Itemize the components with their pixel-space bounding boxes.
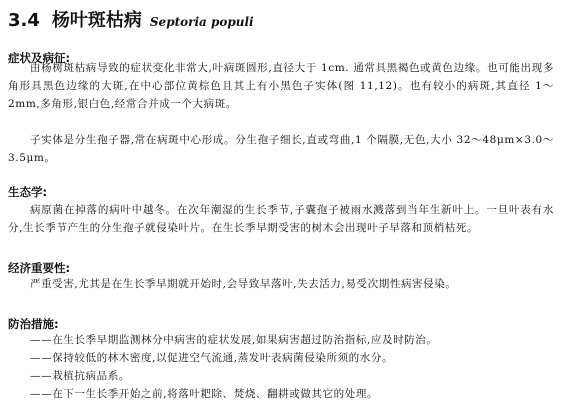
economic-importance-paragraph: 严重受害,尤其是在生长季早期就开始时,会导致早落叶,失去活力,易受次期性病害侵染。 [30, 278, 457, 290]
symptoms-paragraph-2: 子实体是分生孢子器,常在病斑中心形成。分生孢子细长,直或弯曲,1 个隔膜,无色,大小 32～48μm×3.0～3.5μm。 [8, 134, 554, 164]
control-item: ——保持较低的林木密度,以促进空气流通,蒸发叶表病菌侵染所须的水分。 [30, 352, 394, 364]
symptoms-paragraph-1: 由杨树斑枯病导致的症状变化非常大,叶病斑圆形,直径大于 1cm. 通常具黑褐色或黄色边缘。也可能出现多角形具黑色边缘的大斑,在中心部位黄棕色且其上有小黑色子实体(图 11,12)。也有较小的病斑,其直径 1～2mm,多角形,银白色,经常合并成一个大病斑。 [8, 62, 554, 110]
control-item: ——在生长季早期监测林分中病害的症状发展,如果病害超过防治指标,应及时防治。 [30, 334, 438, 346]
section-number: 3.4 [8, 10, 40, 31]
section-title-row [8, 6, 254, 32]
economic-importance-heading: 经济重要性: [8, 261, 71, 275]
control-item: ——栽植抗病品系。 [30, 370, 130, 382]
symptoms-heading: 症状及病征: [8, 51, 71, 65]
control-heading: 防治措施: [8, 317, 59, 331]
control-item: ——在下一生长季开始之前,将落叶耙除、焚烧、翻耕或做其它的处理。 [30, 388, 379, 400]
ecology-paragraph: 病原菌在掉落的病叶中越冬。在次年潮湿的生长季节,子囊孢子被雨水溅落到当年生新叶上。一旦叶表有水分,生长季节产生的分生孢子就侵染叶片。在生长季早期受害的树木会出现叶子早落和顶梢枯死。 [8, 204, 554, 234]
section-title: 杨叶斑枯病 [51, 10, 142, 31]
latin-name: Septoria populi [149, 15, 254, 29]
ecology-heading: 生态学: [8, 185, 48, 199]
